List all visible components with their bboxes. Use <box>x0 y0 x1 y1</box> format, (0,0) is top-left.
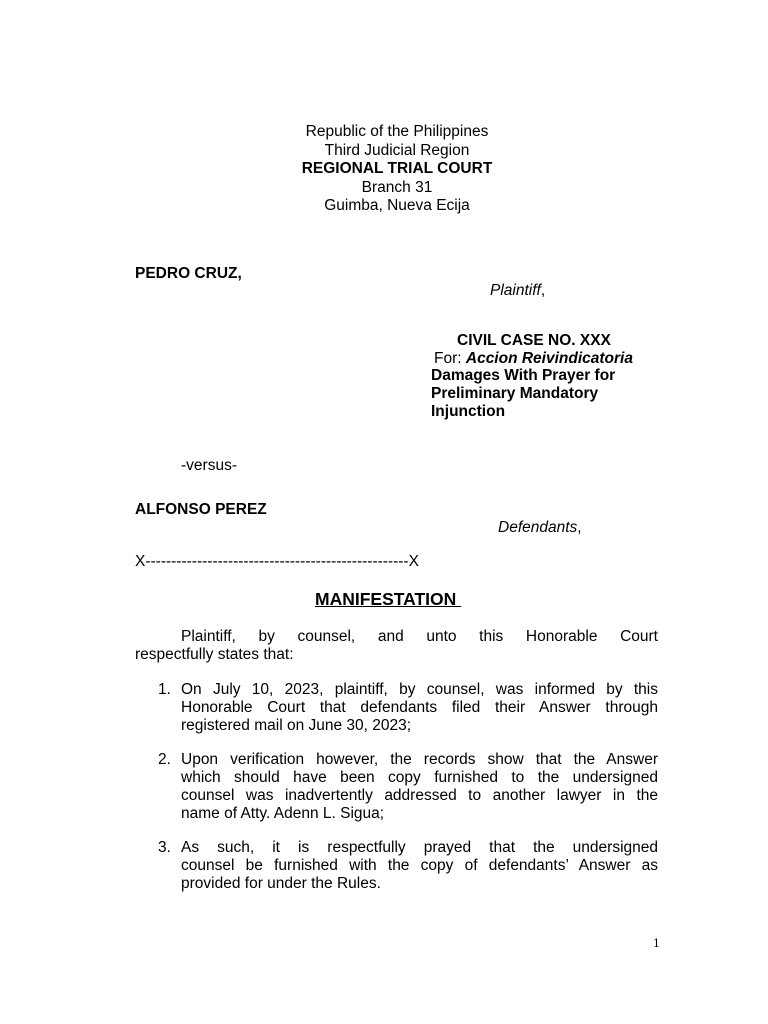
intro-paragraph <box>135 628 658 664</box>
item-line: provided for under the Rules. <box>181 875 381 892</box>
item-line: counsel was inadvertently addressed to another lawyer in the <box>181 787 658 804</box>
caption-separator: X---------------------------------------------------X <box>135 553 419 570</box>
item-line: Upon verification however, the records show that the Answer <box>181 751 658 768</box>
item-body <box>181 751 658 823</box>
case-number: CIVIL CASE NO. XXX <box>457 332 611 349</box>
plaintiff-comma: , <box>540 282 546 299</box>
header-branch: Branch 31 <box>361 178 433 196</box>
item-number: 2. <box>158 751 171 768</box>
item-number: 3. <box>158 839 171 856</box>
header-location: Guimba, Nueva Ecija <box>324 197 470 214</box>
court-header <box>0 123 768 216</box>
case-for-line4: Injunction <box>431 403 506 420</box>
header-court: REGIONAL TRIAL COURT <box>301 160 493 177</box>
for-label: For: <box>434 350 466 367</box>
defendant-label: Defendants <box>498 519 578 536</box>
document-title: MANIFESTATION <box>315 589 462 609</box>
plaintiff-label: Plaintiff <box>490 282 541 299</box>
defendant-name: ALFONSO PEREZ <box>135 501 267 518</box>
item-line: name of Atty. Adenn L. Sigua; <box>181 805 385 822</box>
item-line: registered mail on June 30, 2023; <box>181 717 412 734</box>
item-body <box>181 681 658 735</box>
item-line: As such, it is respectfully prayed that the undersigned <box>181 839 658 856</box>
case-for <box>434 350 633 368</box>
item-number: 1. <box>158 681 171 698</box>
defendant-label-wrap <box>498 519 582 537</box>
intro-line-1: Plaintiff, by counsel, and unto this Honorable Court <box>181 628 658 645</box>
for-title: Accion Reivindicatoria <box>465 350 633 367</box>
list-item <box>158 751 658 823</box>
item-line: counsel be furnished with the copy of defendants’ Answer as <box>181 857 658 874</box>
case-for-line3: Preliminary Mandatory <box>431 385 599 402</box>
intro-line-2: respectfully states that: <box>135 646 294 663</box>
list-item <box>158 681 658 735</box>
page-number: 1 <box>653 937 660 950</box>
header-region: Third Judicial Region <box>324 141 470 159</box>
versus: -versus- <box>181 457 237 474</box>
item-line: which should have been copy furnished to the undersigned <box>181 769 658 786</box>
item-line: Honorable Court that defendants filed their Answer through <box>181 699 658 716</box>
case-for-line1 <box>434 350 633 368</box>
item-body <box>181 839 658 893</box>
case-for-rest <box>431 367 615 421</box>
plaintiff-name: PEDRO CRUZ, <box>135 265 242 282</box>
case-for-line2: Damages With Prayer for <box>431 367 616 384</box>
header-republic: Republic of the Philippines <box>305 123 489 140</box>
plaintiff-label-wrap <box>490 282 545 300</box>
item-line: On July 10, 2023, plaintiff, by counsel, was informed by this <box>181 681 658 698</box>
list-item <box>158 839 658 893</box>
defendant-comma: , <box>577 519 582 536</box>
